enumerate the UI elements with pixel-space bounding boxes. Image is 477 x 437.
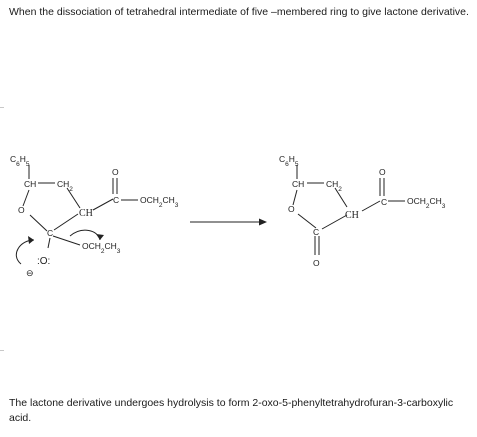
ester-carbon-label: C [381,197,388,207]
arrowhead [96,234,104,240]
arrowhead [28,236,34,244]
ring-oxygen-label: O [288,204,295,214]
ester-carbon-label: C [113,195,120,205]
intro-paragraph: When the dissociation of tetrahedral intermediate of five –membered ring to give lactone derivative. [9,6,469,18]
ester-group-label: $OCH_2CH_3$ [140,195,179,209]
ring-carbon-label: C [47,228,54,238]
alkoxide-oxygen-label: :O: [37,256,51,267]
reaction-arrow [190,219,267,226]
leaving-group-label: $OCH_2CH_3$ [82,241,121,255]
ring-carbon-label: C [313,227,320,237]
ch2-label: $CH_2$ [326,179,342,193]
ch-center-label: CH [345,210,359,221]
phenyl-label: $C_6H_5$ [279,154,299,168]
ch2-label: $CH_2$ [57,179,73,193]
ch-label: CH [24,179,37,189]
lactone-oxygen-label: O [313,258,320,268]
ch-center-label: CH [79,208,93,219]
ring-oxygen-label: O [18,205,25,215]
ch-label: CH [292,179,305,189]
carbonyl-oxygen-label: O [112,167,119,177]
conclusion-paragraph: The lactone derivative undergoes hydrolysis to form 2-oxo-5-phenyltetrahydrofuran-3-carboxylic acid. [9,397,454,424]
negative-charge-label: ⊖ [26,268,34,278]
phenyl-label: $C_6H_5$ [10,154,30,168]
ester-group-label: $OCH_2CH_3$ [407,196,446,210]
carbonyl-oxygen-label: O [379,167,386,177]
